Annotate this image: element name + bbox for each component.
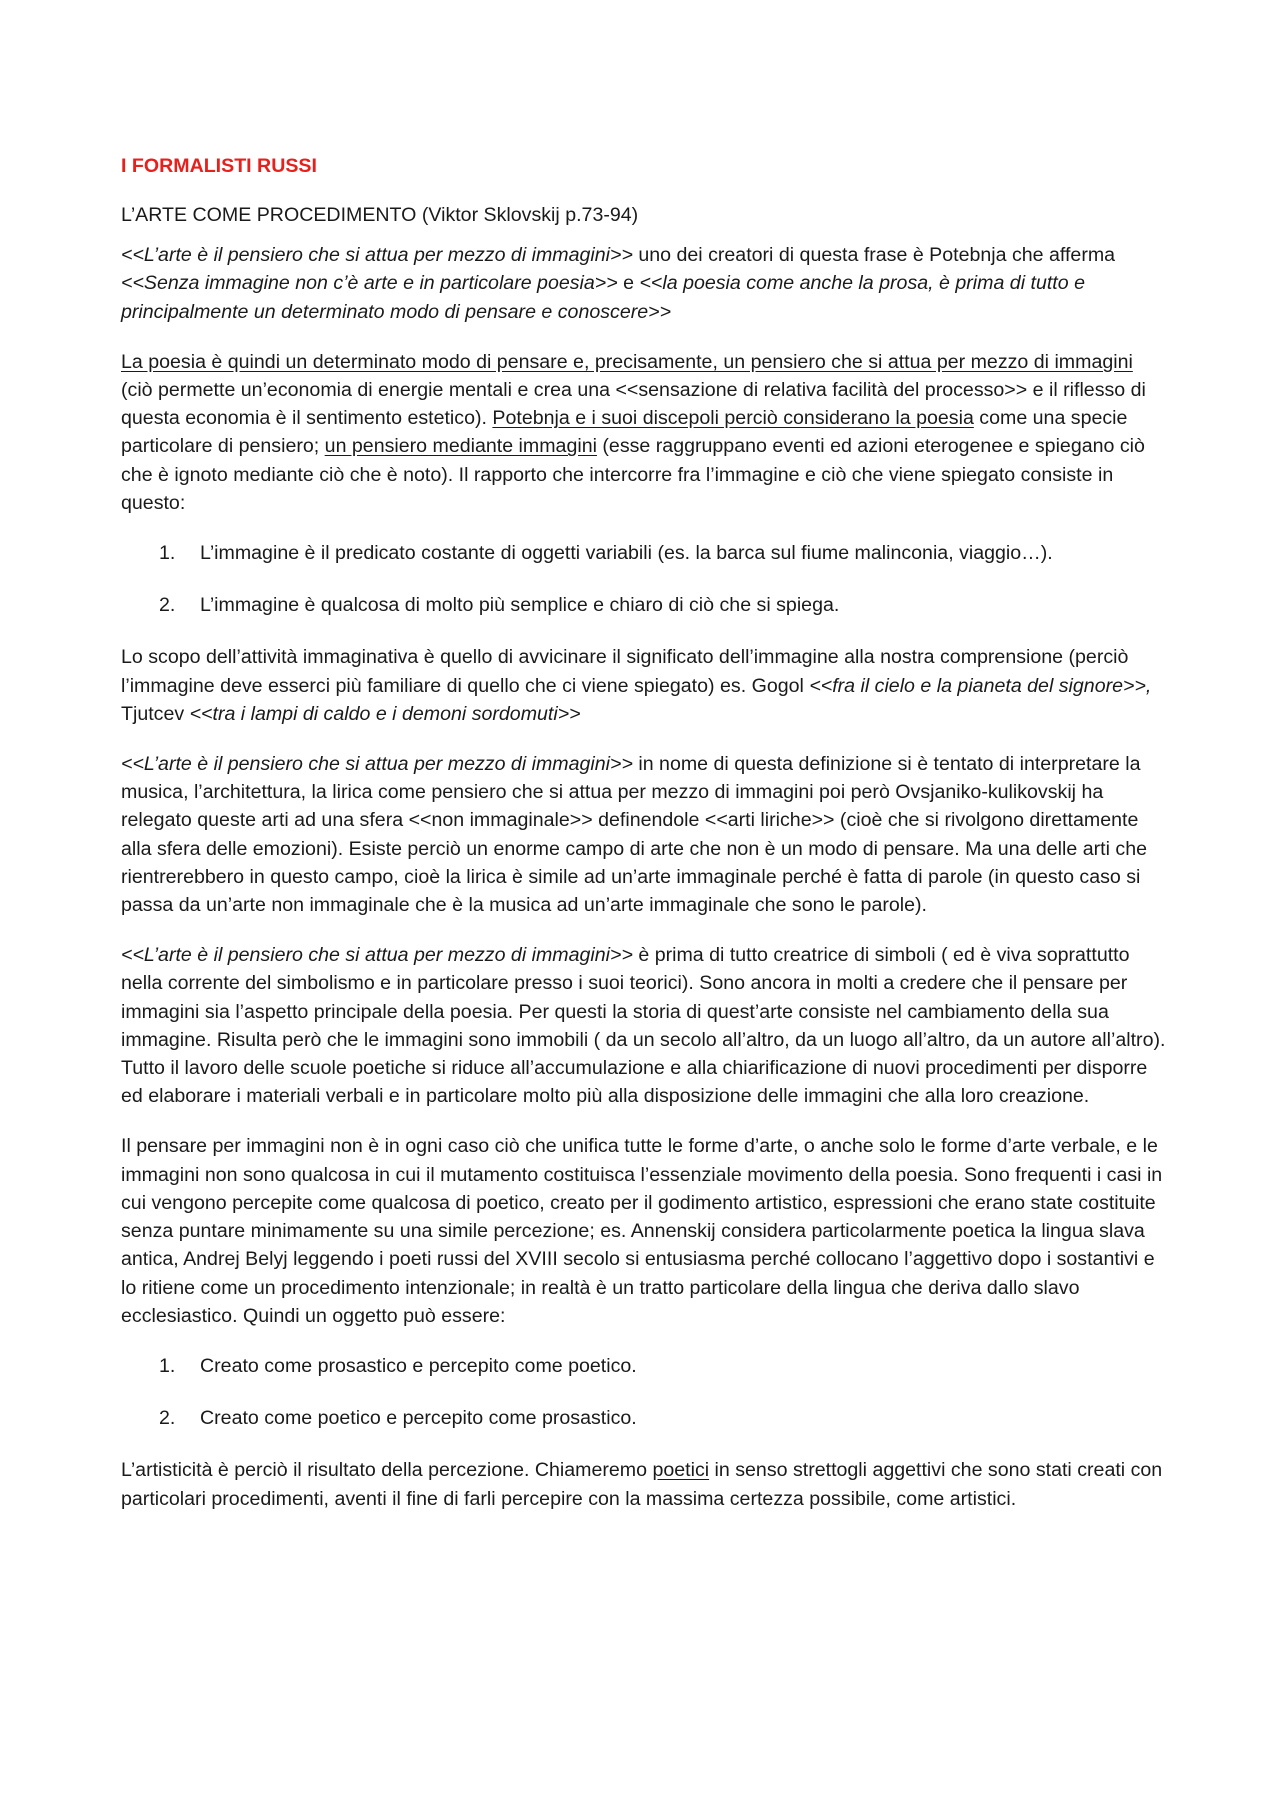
text-run: Tjutcev — [121, 702, 190, 725]
numbered-list-1 — [121, 539, 1166, 619]
paragraph-1 — [121, 241, 1166, 326]
quote: <<L’arte è il pensiero che si attua per mezzo di immagini>> — [121, 944, 633, 967]
paragraph-4 — [121, 750, 1166, 919]
text-run: in senso strettogli aggettivi che sono stati creati con particolari procedimenti, aventi il fine di farli percepire con la massima certezza possibile, come artistici. — [121, 1459, 1163, 1510]
document-title: I FORMALISTI RUSSI — [121, 155, 317, 177]
underlined-text: La poesia è quindi un determinato modo di pensare e, precisamente, un pensiero che si attua per mezzo di immagini — [121, 350, 1133, 373]
quote: <<la poesia come anche la prosa, è prima di tutto e principalmente un determinato modo di pensare e conoscere>> — [121, 272, 1085, 323]
list-item — [121, 539, 1166, 567]
document-subtitle: L’ARTE COME PROCEDIMENTO (Viktor Sklovskij p.73-94) — [121, 204, 639, 226]
underlined-text: poetici — [652, 1459, 710, 1482]
underlined-text: Potebnja e i suoi discepoli perciò considerano la poesia — [492, 407, 974, 430]
list-item-text: L’immagine è qualcosa di molto più semplice e chiaro di ciò che si spiega. — [200, 594, 840, 617]
list-number: 1. — [159, 542, 176, 565]
text-run: come una specie particolare di pensiero; — [121, 407, 1128, 458]
quote: <<L’arte è il pensiero che si attua per mezzo di immagini>> — [121, 244, 633, 267]
text-run: (ciò permette un’economia di energie mentali e crea una <<sensazione di relativa facilità del processo>> e il riflesso di questa economia è il sentimento estetico). — [121, 379, 1146, 430]
text-run: uno dei creatori di questa frase è Potebnja che afferma — [632, 244, 1116, 267]
paragraph-2 — [121, 348, 1166, 517]
quote: <<Senza immagine non c’è arte e in particolare poesia>> — [121, 272, 618, 295]
list-item-text: Creato come poetico e percepito come prosastico. — [200, 1407, 637, 1430]
list-number: 1. — [159, 1354, 176, 1377]
quote: <<L’arte è il pensiero che si attua per mezzo di immagini>> — [121, 753, 633, 776]
list-item — [121, 1404, 1166, 1432]
document-body — [121, 152, 1166, 1535]
text-run: Lo scopo dell’attività immaginativa è quello di avvicinare il significato dell’immagine alla nostra comprensione (perciò l’immagine deve esserci più familiare di quello che ci viene spiegato) es. Gogol — [121, 646, 1129, 697]
text-run: L’artisticità è perciò il risultato della percezione. Chiameremo — [121, 1459, 653, 1482]
list-number: 2. — [159, 594, 176, 617]
text-run: (esse raggruppano eventi ed azioni eterogenee e spiegano ciò che è ignoto mediante ciò che è noto). Il rapporto che intercorre fra l’immagine e ciò che viene spiegato consiste in questo: — [121, 435, 1145, 514]
paragraph-6: Il pensare per immagini non è in ogni caso ciò che unifica tutte le forme d’arte, o anche solo le forme d’arte verbale, e le immagini non sono qualcosa in cui il mutamento costituisca l’essenziale movimento della poesia. Sono frequenti i casi in cui vengono percepite come qualcosa di poetico, creato per il godimento artistico, espressioni che erano state costituite senza puntare minimamente su una simile percezione; es. Annenskij considera particolarmente poetica la lingua slava antica, Andrej Belyj leggendo i poeti russi del XVIII secolo si entusiasma perché collocano l’aggettivo dopo i sostantivi e lo ritiene come un procedimento intenzionale; in realtà è un tratto particolare della lingua che deriva dallo slavo ecclesiastico. Quindi un oggetto può essere: — [121, 1135, 1163, 1327]
numbered-list-2 — [121, 1352, 1166, 1432]
paragraph-5 — [121, 941, 1166, 1110]
text-run: è prima di tutto creatrice di simboli ( ed è viva soprattutto nella corrente del simbolismo e in particolare presso i suoi teorici). Sono ancora in molti a credere che il pensare per immagini sia l’aspetto principale della poesia. Per questi la storia di quest’arte consiste nel cambiamento della sua immagine. Risulta però che le immagini sono immobili ( da un secolo all’altro, da un luogo all’altro, da un autore all’altro). Tutto il lavoro delle scuole poetiche si riduce all’accumulazione e alla chiarificazione di nuovi procedimenti per disporre ed elaborare i materiali verbali e in particolare molto più alla disposizione delle immagini che alla loro creazione. — [121, 944, 1166, 1108]
underlined-text: un pensiero mediante immagini — [324, 435, 597, 458]
list-item — [121, 1352, 1166, 1380]
text-run: in nome di questa definizione si è tentato di interpretare la musica, l’architettura, la lirica come pensiero che si attua per mezzo di immagini poi però Ovsjaniko-kulikovskij ha relegato queste arti ad una sfera <<non immaginale>> definendole <<arti liriche>> (cioè che si rivolgono direttamente alla sfera delle emozioni). Esiste perciò un enorme campo di arte che non è un modo di pensare. Ma una delle arti che rientrerebbero in questo campo, cioè la lirica è simile ad un’arte immaginale perché è fatta di parole (in questo caso si passa da un’arte non immaginale che è la musica ad un’arte immaginale che sono le parole). — [121, 753, 1147, 917]
paragraph-7 — [121, 1456, 1166, 1512]
quote: <<tra i lampi di caldo e i demoni sordomuti>> — [189, 702, 581, 725]
list-number: 2. — [159, 1407, 176, 1430]
list-item-text: L’immagine è il predicato costante di oggetti variabili (es. la barca sul fiume malinconia, viaggio…). — [200, 542, 1053, 565]
quote: <<fra il cielo e la pianeta del signore>>, — [809, 674, 1152, 697]
list-item-text: Creato come prosastico e percepito come poetico. — [200, 1354, 637, 1377]
text-run: e — [617, 272, 640, 295]
list-item — [121, 591, 1166, 619]
paragraph-3 — [121, 643, 1166, 728]
